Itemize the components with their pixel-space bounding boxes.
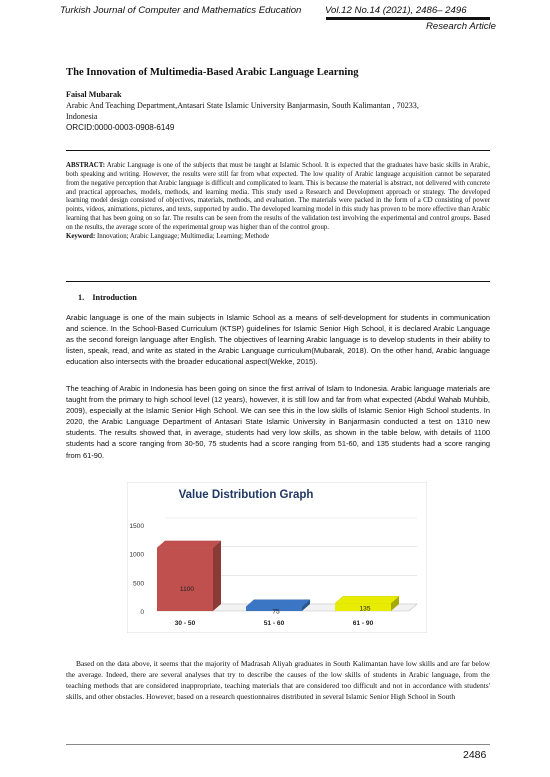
- volume-info: Vol.12 No.14 (2021), 2486– 2496: [325, 5, 467, 16]
- y-tick-label: 1500: [129, 523, 144, 530]
- paper-title: The Innovation of Multimedia-Based Arabic Language Learning: [66, 67, 359, 78]
- abstract-top-rule: [66, 150, 490, 151]
- keywords-text: Innovation; Arabic Language; Multimedia; Learning; Methode: [95, 232, 269, 240]
- abstract-label: ABSTRACT:: [66, 162, 106, 169]
- orcid: ORCID:0000-0003-0908-6149: [66, 123, 175, 132]
- header-rule: [326, 17, 490, 20]
- bar-value-label: 135: [359, 605, 371, 613]
- article-type: Research Article: [426, 21, 497, 32]
- keywords-label: Keyword:: [66, 232, 96, 240]
- value-distribution-chart: [127, 482, 427, 633]
- x-category-label: 51 - 60: [263, 620, 285, 627]
- y-tick-label: 1000: [129, 551, 144, 559]
- affiliation-line1: Arabic And Teaching Department,Antasari State Islamic University Banjarmasin, South Kalimantan , 70233,: [66, 101, 419, 110]
- abstract-text: Arabic Language is one of the subjects that must be taught at Islamic School. It is expected that the graduates have basic skills in Arabic, both speaking and writing. However, the results were still far from what expected. The low quality of Arabic language acquisition cannot be separated from the negative perception that Arabic language is difficult and complicated to learn. This is because the material is abstract, not delivered with concrete and practical approaches, models, methods, and learning media. This study used a Research and Development approach or strategy. The developed learning model design consisted of objectives, materials, methods, and evaluation. The materials were packed in the form of a CD consisting of power points, videos, animations, pictures, and texts, supported by audio. The developed learning model in this study has proven to be more effective than Arabic learning that has been going on so far. The results can be seen from the results of the validation test involving the experimental and control groups. Based on the results, the average score of the experimental group was higher than of the control group.: [66, 162, 490, 231]
- abstract: [66, 162, 490, 242]
- x-category-label: 30 - 50: [174, 620, 196, 627]
- bar-side: [213, 541, 221, 611]
- bar-top: [335, 596, 399, 603]
- author-name: Faisal Mubarak: [66, 90, 122, 99]
- y-tick-label: 500: [132, 580, 144, 588]
- bar: [157, 548, 213, 611]
- abstract-bottom-rule: [66, 281, 490, 282]
- intro-paragraph-2: The teaching of Arabic in Indonesia has been going on since the first arrival of Islam to Indonesia. Arabic language materials are taught from the primary to high school level (12 years), however, it is still low and far from what expected (Abdul Wahab Muhbib, 2009), especially at the Islamic Senior High School. We can see this in the low skills of Islamic Senior High School students. In 2020, the Arabic Language Department of Antasari State Islamic University in Banjarmasin conducted a test on 1310 new students. The results showed that, in average, students had very low skills, as shown in the table below, with details of 1100 students had a score ranging from 30-50, 75 students had a score ranging from 51-60, and 135 students had a score ranging from 61-90.: [66, 384, 490, 460]
- x-category-label: 61 - 90: [352, 620, 374, 627]
- footer-rule: [66, 744, 490, 745]
- bar-top: [157, 541, 221, 548]
- bar-value-label: 1100: [179, 585, 195, 593]
- y-tick-label: 0: [140, 609, 144, 616]
- page-number: 2486: [463, 749, 487, 761]
- journal-name: Turkish Journal of Computer and Mathematics Education: [60, 5, 302, 16]
- intro-paragraph-3: Based on the data above, it seems that the majority of Madrasah Aliyah graduates in South Kalimantan have low skills and are far below the average. Indeed, there are several analyses that try to describe the causes of the low skills of students in Arabic language, from the teaching methods that are considered inappropriate, teaching materials that are considered too difficult and not in accordance with students' skills, and other obstacles. However, based on a research questionnaires distributed in several Islamic Senior High School in South: [66, 659, 490, 702]
- chart-title: Value Distribution Graph: [178, 489, 314, 501]
- section-heading: 1. Introduction: [78, 293, 137, 302]
- affiliation-line2: Indonesia: [66, 112, 98, 121]
- bar-top: [246, 600, 310, 607]
- bar-value-label: 75: [272, 608, 280, 616]
- intro-paragraph-1: Arabic language is one of the main subjects in Islamic School as a means of self-development for students in communication and science. In the School-Based Curriculum (KTSP) guidelines for Islamic Senior High School, it is declared Arabic Language as the second foreign language after English. The objectives of learning Arabic language is to develop students in their ability to listen, speak, read, and write as stated in the Arabic Language curriculum(Mubarak, 2018). On the other hand, Arabic language education also intersects with the broader educational aspect(Wekke, 2015).: [66, 313, 490, 367]
